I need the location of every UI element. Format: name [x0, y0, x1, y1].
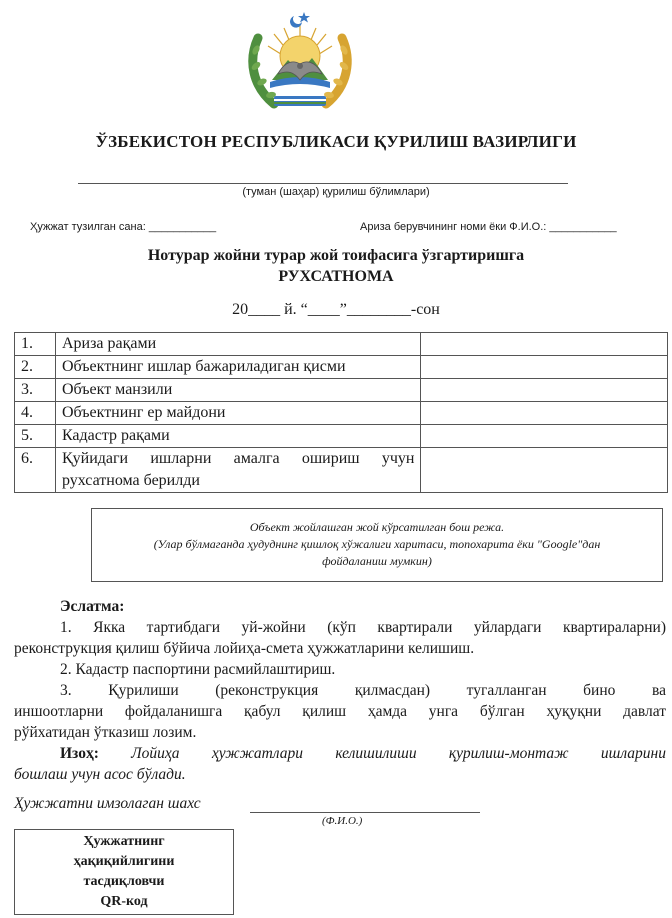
- remark-line1: [14, 743, 666, 764]
- table-row: [15, 448, 668, 493]
- remark-line2: бошлаш учун асос бўлади.: [14, 766, 186, 783]
- note-item-3-line1: 3. Қурилиши (реконструкция қилмасдан) тугалланган бино ва: [60, 682, 666, 699]
- remark-label: Изоҳ:: [60, 745, 99, 762]
- ministry-title: ЎЗБЕКИСТОН РЕСПУБЛИКАСИ ҚУРИЛИШ ВАЗИРЛИГИ: [95, 132, 577, 151]
- row-label: Кадастр рақами: [55, 425, 421, 448]
- qr-code-box: [14, 829, 234, 915]
- remark-text: Лойиҳа ҳужжатлари келишилиши қурилиш-монтаж ишларини: [98, 745, 666, 762]
- document-title-line1: Нотурар жойни турар жой тоифасига ўзгартиришга: [147, 247, 525, 264]
- row-label-line2: рухсатнома берилди: [61, 472, 200, 489]
- document-number-line: 20____ й. “____”________-сон: [232, 301, 440, 318]
- applicant-name-field: Ариза берувчининг номи ёки Ф.И.О.: ___________: [360, 221, 617, 233]
- qr-box-line4: QR-код: [100, 894, 148, 909]
- row-value: [421, 448, 668, 493]
- site-plan-line2: (Улар бўлмаганда ҳудуднинг қишлоқ хўжалиги харитаси, топохарита ёки "Google"дан: [153, 537, 601, 551]
- document-title-line2: РУХСАТНОМА: [278, 268, 394, 285]
- row-number: 4.: [15, 402, 56, 425]
- district-caption: (туман (шаҳар) қурилиш бўлимлари): [242, 186, 430, 198]
- permit-fields-table: [14, 332, 668, 493]
- notes-section: [14, 596, 666, 785]
- note-item-3-line2: иншоотларни фойдаланишга қабул қилиш ҳамда унга бўлган ҳуқуқни давлат: [14, 703, 666, 720]
- row-value: [421, 356, 668, 379]
- table-row: [15, 356, 668, 379]
- row-label: [55, 448, 421, 493]
- uzbekistan-emblem-icon: [244, 8, 356, 112]
- row-number: 5.: [15, 425, 56, 448]
- site-plan-box: [91, 508, 663, 582]
- table-row: [15, 425, 668, 448]
- note-item-1-line1: 1. Якка тартибдаги уй-жойни (кўп квартирали уйлардаги квартираларни): [60, 619, 666, 636]
- document-title: [0, 245, 672, 287]
- signer-name-line: [250, 812, 480, 813]
- row-value: [421, 379, 668, 402]
- note-item-1-line2: реконструкция қилиш бўйича лойиҳа-смета ҳужжатларини келишиш.: [14, 640, 475, 657]
- site-plan-line3: фойдаланиш мумкин): [322, 554, 432, 568]
- signer-label: Ҳужжатни имзолаган шахс: [14, 795, 201, 812]
- row-value: [421, 402, 668, 425]
- row-label: Объект манзили: [55, 379, 421, 402]
- row-label-line1: Қуйидаги ишларни амалга ошириш учун: [61, 450, 415, 467]
- row-number: 6.: [15, 448, 56, 493]
- row-number: 2.: [15, 356, 56, 379]
- qr-box-line1: Ҳужжатнинг: [83, 834, 165, 849]
- qr-box-line2: ҳақиқийлигини: [73, 854, 175, 869]
- qr-box-line3: тасдиқловчи: [83, 874, 165, 889]
- note-item-3-line3: рўйхатидан ўтказиш лозим.: [14, 724, 197, 741]
- row-number: 1.: [15, 333, 56, 356]
- table-row: [15, 402, 668, 425]
- site-plan-line1: Объект жойлашган жой кўрсатилган бош режа.: [249, 520, 505, 534]
- notes-heading: Эслатма:: [60, 598, 125, 615]
- signer-caption: (Ф.И.О.): [322, 815, 363, 827]
- table-row: [15, 333, 668, 356]
- issue-date-field: Ҳужжат тузилган сана: ___________: [30, 221, 217, 233]
- district-name-line: [78, 183, 568, 184]
- row-label: Объектнинг ишлар бажариладиган қисми: [55, 356, 421, 379]
- row-label: Ариза рақами: [55, 333, 421, 356]
- row-value: [421, 333, 668, 356]
- row-label: Объектнинг ер майдони: [55, 402, 421, 425]
- row-number: 3.: [15, 379, 56, 402]
- table-row: [15, 379, 668, 402]
- row-value: [421, 425, 668, 448]
- note-item-2: 2. Кадастр паспортини расмийлаштириш.: [60, 661, 336, 678]
